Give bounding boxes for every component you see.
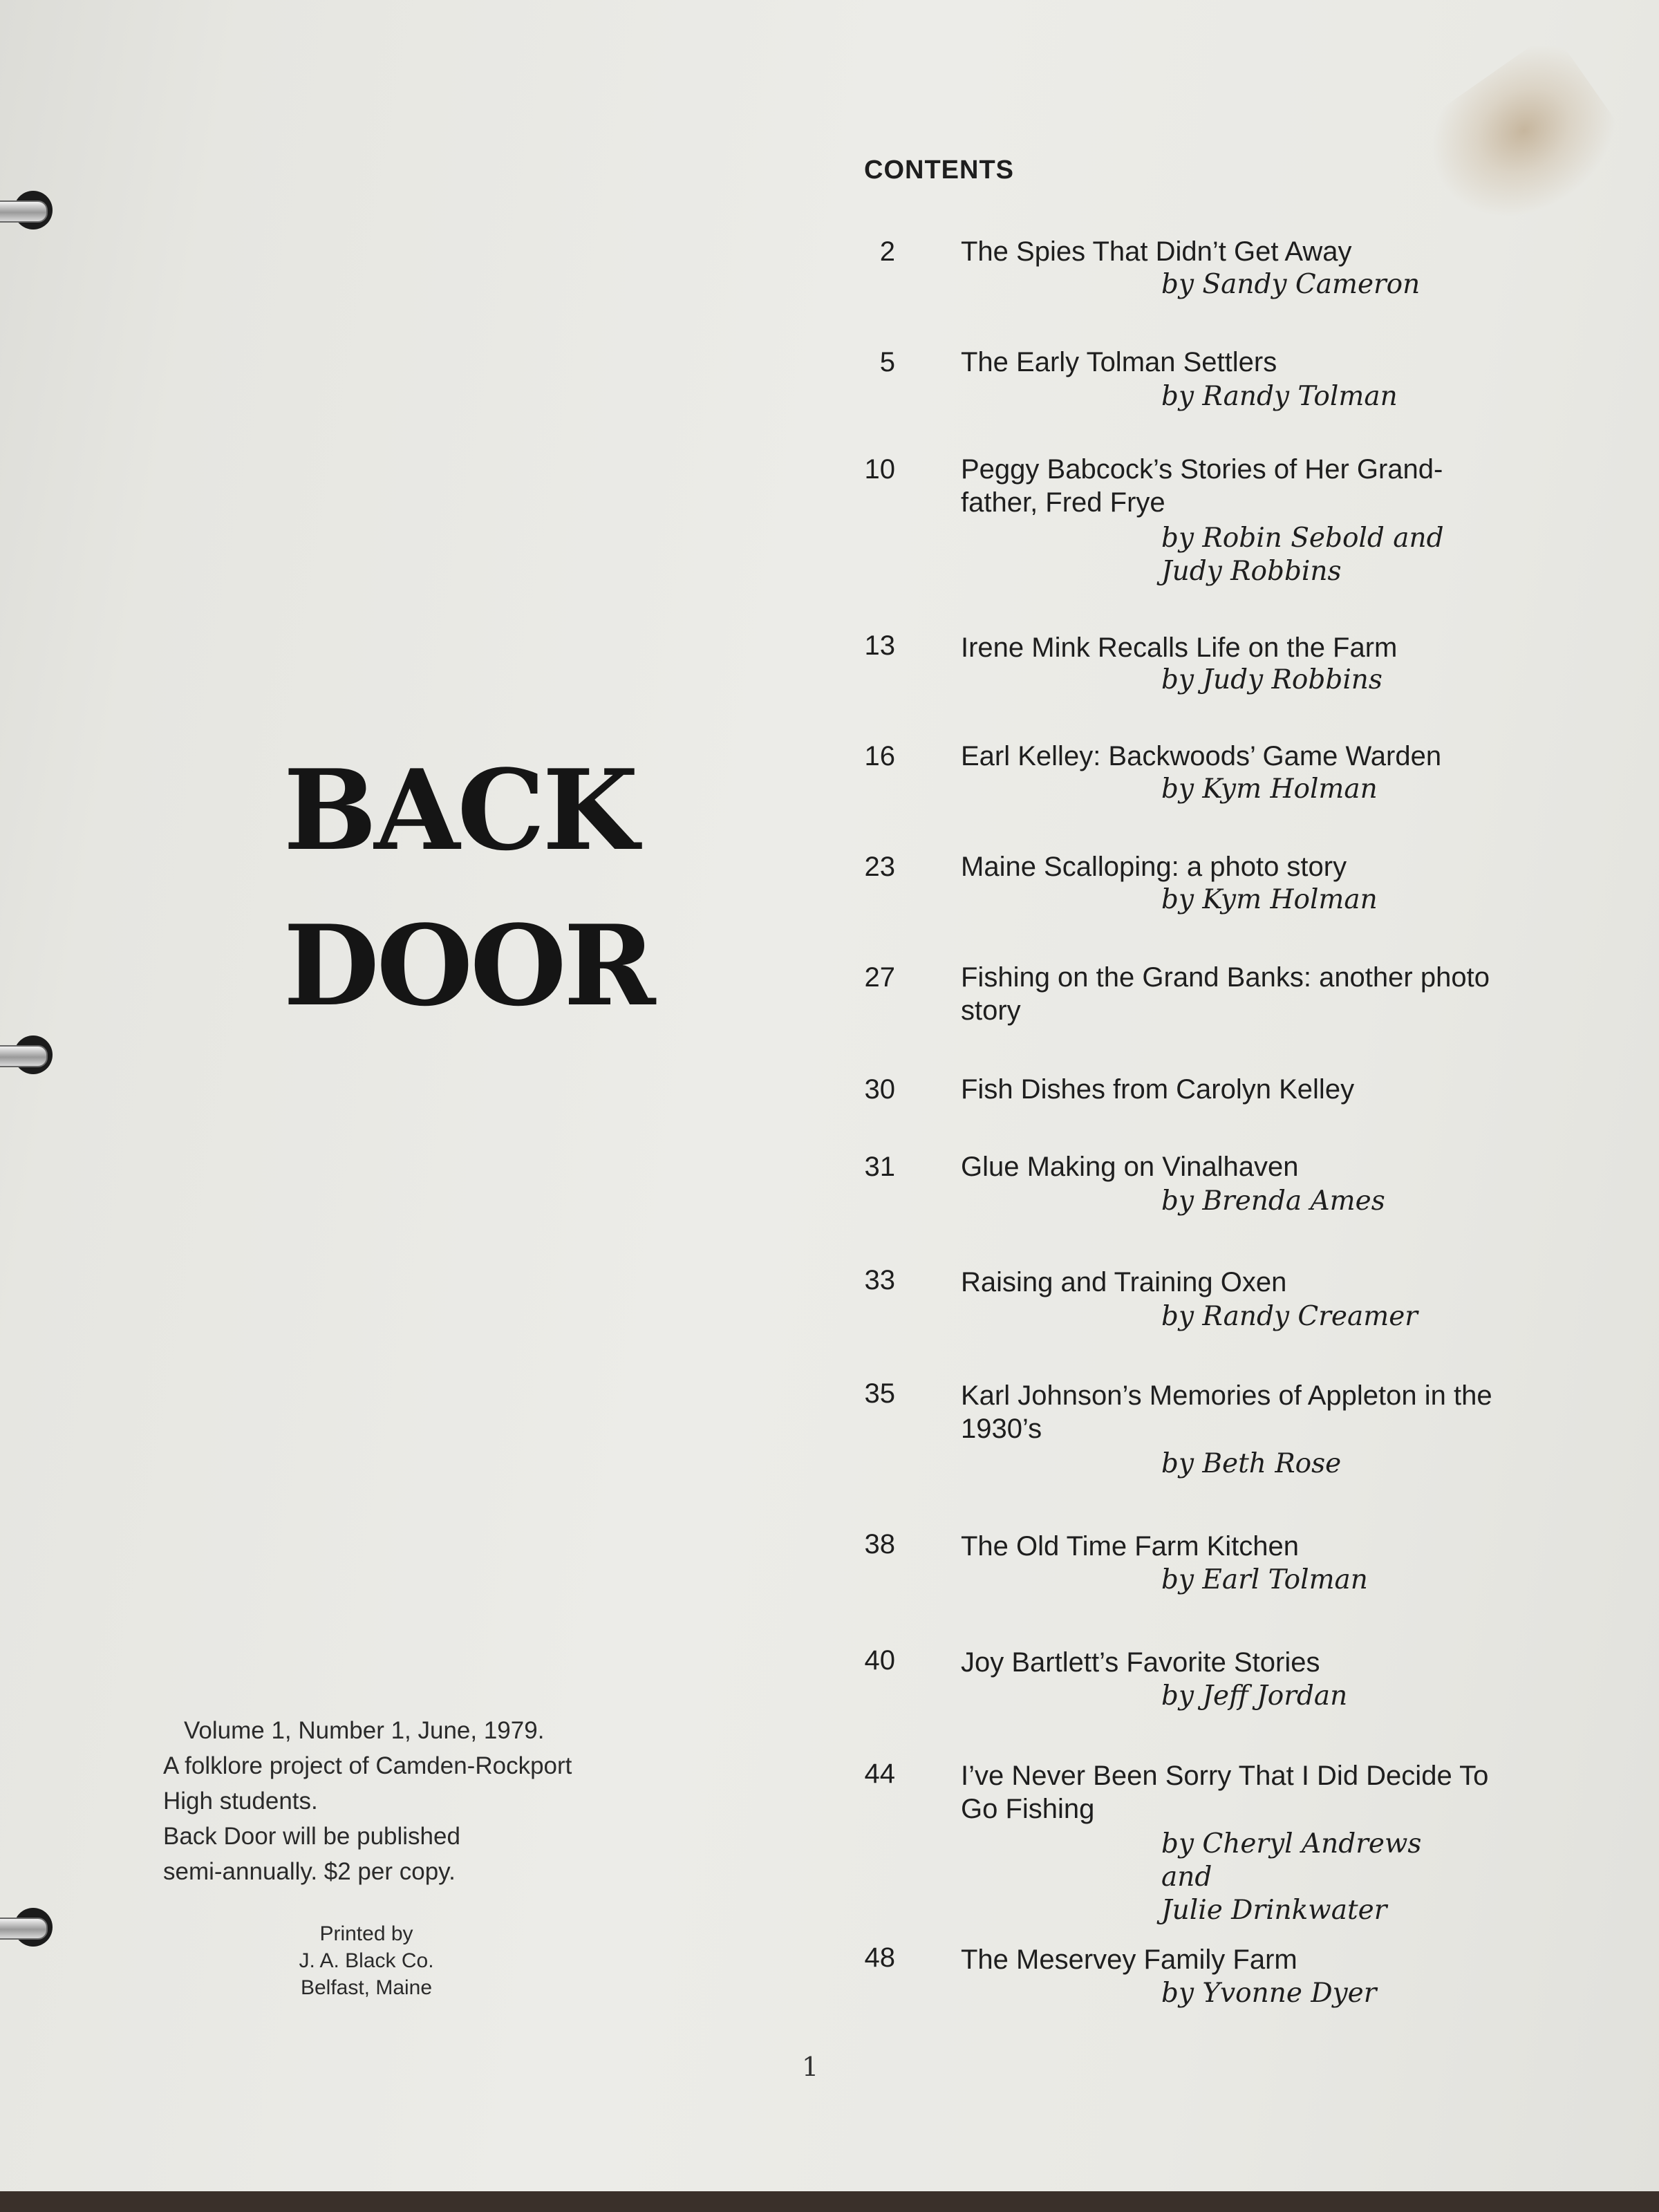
toc-author: by Sandy Cameron [1161,269,1421,300]
toc-page-number: 30 [864,1074,895,1105]
toc-title: Karl Johnson’s Memories of Appleton in the 1930’s [961,1380,1492,1444]
toc-author: by Beth Rose [1161,1448,1342,1479]
toc-author: by Randy Creamer [1161,1301,1418,1332]
toc-page-number: 5 [879,347,895,377]
toc-page-number: 13 [864,630,895,661]
toc-title: The Spies That Didn’t Get Away [961,236,1352,267]
paper-stain [1405,30,1635,252]
toc-page-number: 35 [864,1378,895,1409]
toc-page-number: 44 [864,1759,895,1789]
toc-title: Fishing on the Grand Banks: another photo story [961,962,1490,1026]
toc-title: Fish Dishes from Carolyn Kelley [961,1074,1355,1105]
binder-ring [0,185,55,234]
toc-title: Maine Scalloping: a photo story [961,852,1347,882]
printer-line: Belfast, Maine [300,1976,433,1999]
toc-author: by Earl Tolman [1161,1564,1368,1595]
toc-title: Irene Mink Recalls Life on the Farm [961,632,1398,663]
printer-line: Printed by [319,1922,413,1945]
printer-credit [263,1920,470,2001]
colophon-line: Back Door will be published [163,1823,460,1850]
toc-author: by Kym Holman [1161,884,1378,915]
toc-author: by Judy Robbins [1161,664,1382,695]
toc-page-number: 48 [864,1942,895,1973]
toc-author: by Kym Holman [1161,774,1378,805]
binder-ring [0,1030,55,1078]
toc-title: The Meservey Family Farm [961,1944,1297,1975]
toc-title: Glue Making on Vinalhaven [961,1152,1299,1182]
toc-title: The Early Tolman Settlers [961,347,1277,377]
colophon-line: semi-annually. $2 per copy. [163,1858,456,1885]
masthead-line: DOOR [283,901,653,1031]
toc-title: The Old Time Farm Kitchen [961,1531,1300,1562]
toc-title: Earl Kelley: Backwoods’ Game Warden [961,741,1442,771]
colophon-line: Volume 1, Number 1, June, 1979. [184,1717,545,1744]
contents-heading: CONTENTS [864,156,1014,185]
toc-page-number: 31 [864,1152,895,1182]
toc-author: by Cheryl Andrews and Julie Drinkwater [1161,1828,1422,1926]
toc-author: by Randy Tolman [1161,381,1398,412]
binder-ring [0,1902,55,1951]
colophon-line: High students. [163,1788,318,1815]
toc-page-number: 27 [864,962,895,993]
toc-author: by Brenda Ames [1161,1185,1385,1217]
printer-line: J. A. Black Co. [299,1949,434,1972]
toc-author: by Yvonne Dyer [1161,1978,1377,2009]
toc-title: Joy Bartlett’s Favorite Stories [961,1647,1320,1678]
masthead-line: BACK [283,745,636,875]
toc-page-number: 10 [864,454,895,485]
toc-page-number: 38 [864,1529,895,1559]
colophon [163,1713,572,1889]
toc-author: by Robin Sebold and Judy Robbins [1161,523,1444,587]
toc-page-number: 33 [864,1265,895,1295]
toc-page-number: 2 [879,236,895,267]
page-number: 1 [802,2052,819,2082]
toc-page-number: 40 [864,1645,895,1676]
toc-title: Raising and Training Oxen [961,1267,1287,1297]
toc-author: by Jeff Jordan [1161,1680,1348,1712]
toc-title: Peggy Babcock’s Stories of Her Grand-father, Fred Frye [961,454,1443,518]
toc-page-number: 16 [864,741,895,771]
magazine-masthead [283,733,653,1044]
toc-title: I’ve Never Been Sorry That I Did Decide To Go Fishing [961,1761,1489,1824]
colophon-line: A folklore project of Camden-Rockport [163,1752,572,1779]
toc-page-number: 23 [864,852,895,882]
